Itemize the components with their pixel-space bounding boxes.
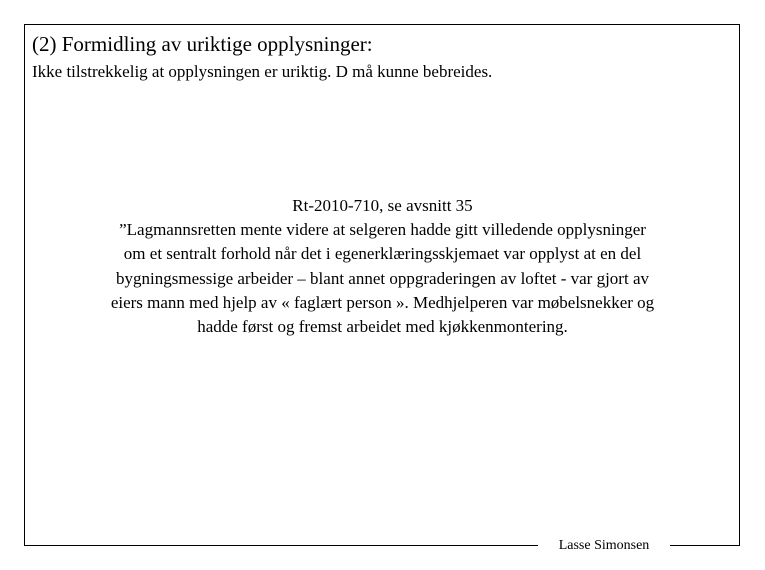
quote-citation: Rt-2010-710, se avsnitt 35 — [292, 196, 473, 215]
quote-line: om et sentralt forhold når det i egenerklæringsskjemaet var opplyst at en del — [123, 244, 642, 264]
slide-subtitle: Ikke tilstrekkelig at opplysningen er uriktig. D må kunne bebreides. — [32, 62, 493, 81]
quote-line: ”Lagmannsretten mente videre at selgeren hadde gitt villedende opplysninger — [119, 220, 646, 240]
quote-line: bygningsmessige arbeider – blant annet oppgraderingen av loftet - var gjort av — [116, 268, 649, 288]
quote-line: hadde først og fremst arbeidet med kjøkkenmontering. — [197, 317, 568, 337]
quote-block — [40, 194, 725, 339]
slide-title: (2) Formidling av uriktige opplysninger: — [32, 32, 373, 56]
footer-author: Lasse Simonsen — [558, 538, 650, 553]
quote-line: eiers mann med hjelp av « faglært person ». Medhjelperen var møbelsnekker og — [110, 292, 655, 312]
